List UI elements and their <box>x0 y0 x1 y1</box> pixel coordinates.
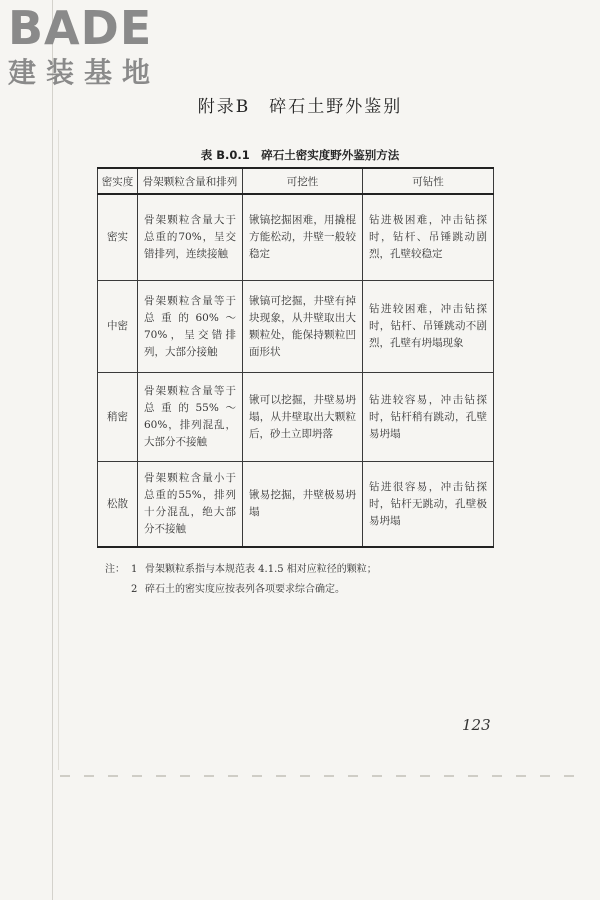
drillability-cell: 钻进较困难，冲击钻探时，钻杆、吊锤跳动不剧烈，孔壁有坍塌现象 <box>363 281 494 373</box>
note-text: 碎石土的密实度应按表列各项要求综合确定。 <box>145 584 345 595</box>
table-notes <box>105 560 377 600</box>
diggability-cell: 锹镐挖掘困难，用撬棍方能松动，井壁一般较稳定 <box>243 194 363 281</box>
note-item <box>105 580 377 600</box>
header-diggability: 可挖性 <box>243 168 363 194</box>
diggability-cell: 锹易挖掘，井壁极易坍塌 <box>243 462 363 548</box>
appendix-title: 附录B 碎石土野外鉴别 <box>197 97 403 117</box>
table-title: 表 B.0.1 碎石土密实度野外鉴别方法 <box>200 148 400 162</box>
table-row <box>98 194 494 281</box>
note-number: 1 <box>131 564 138 575</box>
note-number: 2 <box>131 584 138 595</box>
watermark-logo <box>8 1 178 90</box>
content-cell: 骨架颗粒含量小于总重的55%，排列十分混乱，绝大部分不接触 <box>138 462 243 548</box>
density-cell: 松散 <box>98 462 138 548</box>
table-header-row <box>98 168 494 194</box>
density-cell: 稍密 <box>98 373 138 462</box>
header-content: 骨架颗粒含量和排列 <box>138 168 243 194</box>
scan-artifact-line <box>60 775 580 777</box>
header-drillability: 可钻性 <box>363 168 494 194</box>
table-row <box>98 373 494 462</box>
margin-rule-inner <box>58 130 59 770</box>
note-item <box>105 560 377 580</box>
diggability-cell: 锹可以挖掘，井壁易坍塌，从井壁取出大颗粒后，砂土立即坍落 <box>243 373 363 462</box>
logo-brand: BADE <box>8 1 153 55</box>
drillability-cell: 钻进很容易，冲击钻探时，钻杆无跳动，孔壁极易坍塌 <box>363 462 494 548</box>
content-cell: 骨架颗粒含量等于总重的60%～70%，呈交错排列，大部分接触 <box>138 281 243 373</box>
drillability-cell: 钻进较容易，冲击钻探时，钻杆稍有跳动，孔壁易坍塌 <box>363 373 494 462</box>
table-row <box>98 281 494 373</box>
logo-subtitle: 建装基地 <box>8 56 161 89</box>
density-identification-table <box>97 167 494 548</box>
page-number: 123 <box>462 716 491 734</box>
margin-rule <box>52 0 53 900</box>
header-density: 密实度 <box>98 168 138 194</box>
density-cell: 中密 <box>98 281 138 373</box>
content-cell: 骨架颗粒含量大于总重的70%，呈交错排列，连续接触 <box>138 194 243 281</box>
diggability-cell: 锹镐可挖掘，井壁有掉块现象，从井壁取出大颗粒处，能保持颗粒凹面形状 <box>243 281 363 373</box>
table-row <box>98 462 494 548</box>
note-text: 骨架颗粒系指与本规范表 4.1.5 相对应粒径的颗粒； <box>145 564 377 575</box>
content-cell: 骨架颗粒含量等于总重的55%～60%，排列混乱，大部分不接触 <box>138 373 243 462</box>
drillability-cell: 钻进极困难，冲击钻探时，钻杆、吊锤跳动剧烈，孔壁较稳定 <box>363 194 494 281</box>
notes-label: 注： <box>105 564 125 575</box>
density-cell: 密实 <box>98 194 138 281</box>
